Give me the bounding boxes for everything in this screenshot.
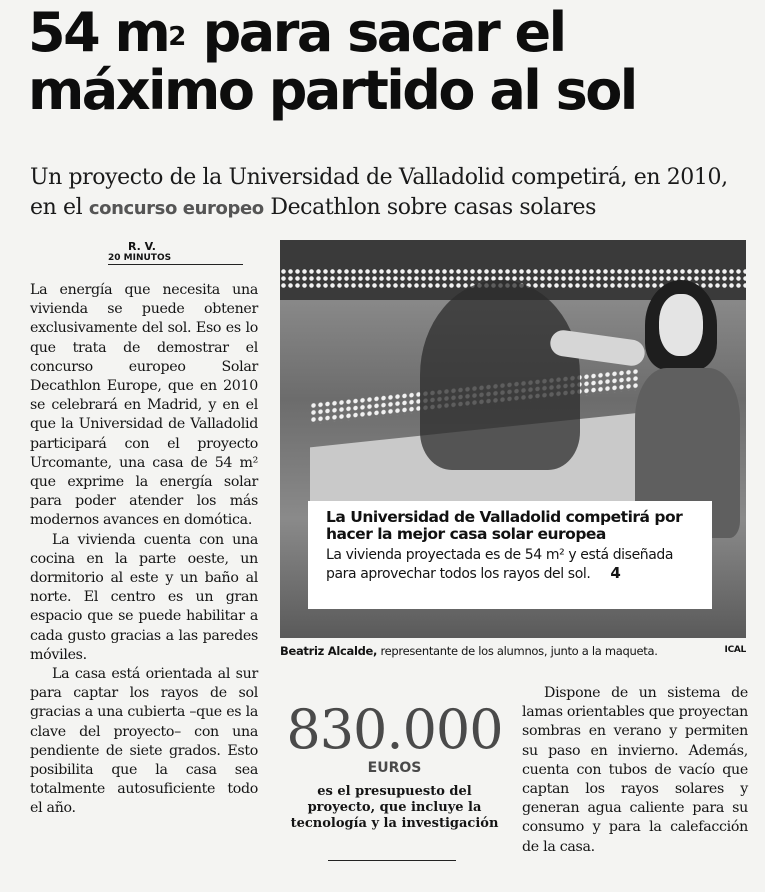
headline-superscript: 2 [168,22,187,52]
stat-description: es el presupuesto del proyecto, que incluye la tecnología y la investigación [290,784,499,831]
photo-caption [280,644,746,658]
photo-credit: ICAL [724,645,746,655]
headline-line1-post: para sacar el [186,1,565,64]
teaser-title: La Universidad de Valladolid competirá por hacer la mejor casa solar europea [326,508,683,543]
headline-line1-pre: 54 m [28,1,169,64]
divider [328,860,456,861]
body-column-right [522,684,748,857]
stat-unit: EUROS [367,760,422,776]
teaser-page-number: 4 [610,564,621,582]
subheadline [30,163,740,224]
body-column-left [30,281,258,819]
subhead-part2: Decathlon sobre casas solares [263,195,597,220]
photo-person-face [659,294,703,356]
body-paragraph: La vivienda cuenta con una cocina en la parte oeste, un dormitorio al este y un baño al norte. El centro es un gran espacio que se puede habilitar a cada gusto gracias a las paredes móviles. [30,531,258,663]
teaser-body: La vivienda proyectada es de 54 m² y está diseñada para aprovechar todos los rayos del sol. [326,547,674,582]
body-paragraph: La energía que necesita una vivienda se puede obtener exclusivamente del sol. Eso es lo que trata de demostrar el concurso europeo Solar Decathlon Europe, que en 2010 se celebrará en Madrid, y en el que la Universidad de Valladolid participará con el proyecto Urcomante, una casa de 54 m² que exprime la energía solar para poder atender los más modernos avances en domótica. [30,282,258,529]
subhead-part1: Un proyecto de la Universidad de Valladolid competirá, en 2010, en el [30,165,728,220]
headline [28,1,748,122]
body-paragraph: Dispone de un sistema de lamas orientables que proyectan sombras en verano y permiten su paso en invierno. Además, cuenta con tubos de vacío que captan los rayos solares y generan agua caliente para su consumo y para la calefacción de la casa. [522,685,748,855]
byline-source: 20 MINUTOS [108,253,243,265]
headline-line2: máximo partido al sol [28,59,636,122]
caption-name: Beatriz Alcalde, [280,644,378,658]
teaser-text [326,546,702,583]
caption-text: representante de los alumnos, junto a la maqueta. [377,644,658,658]
subhead-highlight: concurso europeo [88,198,264,219]
photo-teaser-box[interactable] [308,501,712,609]
stat-value: 830.000 [286,698,503,761]
body-paragraph: La casa está orientada al sur para captar los rayos de sol gracias a una cubierta –que es la clave del proyecto– con una pendiente de siete grados. Esto posibilita que la casa sea totalmente autosuficiente todo el año. [30,666,258,817]
photo-shadow [420,280,580,470]
byline [108,240,248,265]
byline-author: R. V. [128,240,156,253]
